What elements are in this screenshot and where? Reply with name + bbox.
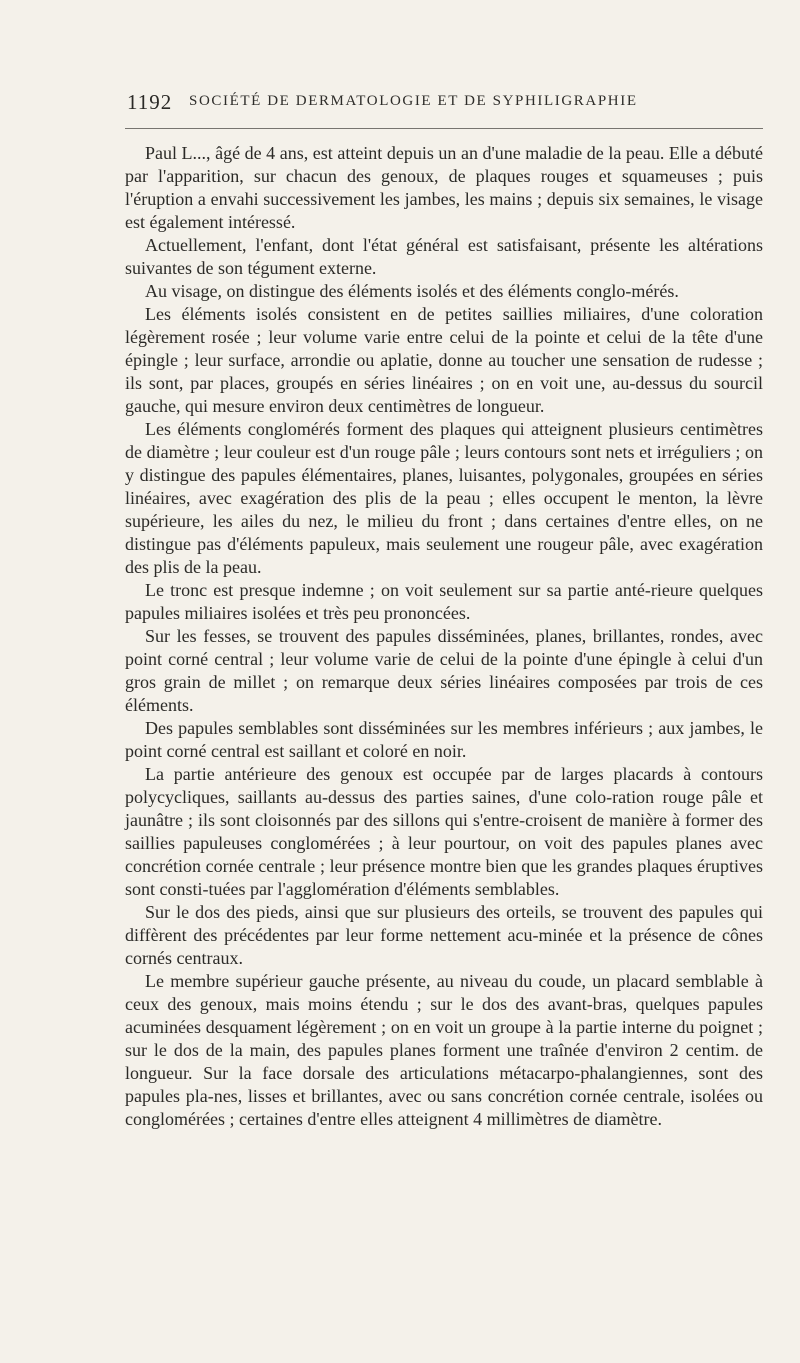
paragraph-isolated-elements: Les éléments isolés consistent en de petites saillies miliaires, d'une coloration légèrement rosée ; leur volume varie entre celui de la pointe et celui de la tête d'une épingle ; leur surface, arrondie ou aplatie, donne au toucher une sensation de rudesse ; ils sont, par places, groupés en séries linéaires ; on en voit une, au-dessus du sourcil gauche, qui mesure environ deux centimètres de longueur. — [125, 304, 763, 416]
journal-title: SOCIÉTÉ DE DERMATOLOGIE ET DE SYPHILIGRAPHIE — [189, 93, 638, 109]
paragraph-upper-limb: Le membre supérieur gauche présente, au niveau du coude, un placard semblable à ceux des genoux, mais moins étendu ; sur le dos des avant-bras, quelques papules acuminées desquament légèrement ; on en voit un groupe à la partie interne du poignet ; sur le dos de la main, des papules planes forment une traînée d'environ 2 centim. de longueur. Sur la face dorsale des articulations métacarpo-phalangiennes, sont des papules pla-nes, lisses et brillantes, avec ou sans concrétion cornée centrale, isolées ou conglomérées ; certaines d'entre elles atteignent 4 millimètres de diamètre. — [125, 971, 763, 1129]
paragraph-conglomerate-elements: Les éléments conglomérés forment des plaques qui atteignent plusieurs centimètres de diamètre ; leur couleur est d'un rouge pâle ; leurs contours sont nets et irréguliers ; on y distingue des papules élémentaires, planes, luisantes, polygonales, groupées en séries linéaires, avec exagération des plis de la peau ; elles occupent le menton, la lèvre supérieure, les ailes du nez, le milieu du front ; dans certaines d'entre elles, on ne distingue pas d'éléments papuleux, mais seulement une rougeur pâle, avec exagération des plis de la peau. — [125, 419, 763, 577]
paragraph-feet: Sur le dos des pieds, ainsi que sur plusieurs des orteils, se trouvent des papules qui diffèrent des précédentes par leur forme nettement acu-minée et la présence de cônes cornés centraux. — [125, 902, 763, 968]
body-text — [125, 142, 763, 1131]
header-rule — [125, 128, 763, 129]
paragraph-intro: Paul L..., âgé de 4 ans, est atteint depuis un an d'une maladie de la peau. Elle a débuté par l'apparition, sur chacun des genoux, de plaques rouges et squameuses ; puis l'éruption a envahi successivement les jambes, les mains ; depuis six semaines, le visage est également intéressé. — [125, 143, 763, 232]
paragraph-face: Au visage, on distingue des éléments isolés et des éléments conglo-mérés. — [145, 281, 679, 301]
paragraph-lower-limbs: Des papules semblables sont disséminées sur les membres inférieurs ; aux jambes, le point corné central est saillant et coloré en noir. — [125, 718, 763, 761]
page-number: 1192 — [127, 90, 173, 114]
paragraph-knees: La partie antérieure des genoux est occupée par de larges placards à contours polycycliques, saillants au-dessus des parties saines, d'une colo-ration rouge pâle et jaunâtre ; ils sont cloisonnés par des sillons qui s'entre-croisent de manière à former des saillies papuleuses conglomérées ; à leur pourtour, on voit des papules planes avec concrétion cornée centrale ; leur présence montre bien que les grandes plaques éruptives sont consti-tuées par l'agglomération d'éléments semblables. — [125, 764, 763, 899]
paragraph-trunk: Le tronc est presque indemne ; on voit seulement sur sa partie anté-rieure quelques papules miliaires isolées et très peu prononcées. — [125, 580, 763, 623]
paragraph-buttocks: Sur les fesses, se trouvent des papules disséminées, planes, brillantes, rondes, avec point corné central ; leur volume varie de celui de la pointe d'une épingle à celui d'un gros grain de millet ; on remarque deux séries linéaires composées par trois de ces éléments. — [125, 626, 763, 715]
paragraph-current-state: Actuellement, l'enfant, dont l'état général est satisfaisant, présente les altérations suivantes de son tégument externe. — [125, 235, 763, 278]
running-head — [127, 90, 763, 116]
